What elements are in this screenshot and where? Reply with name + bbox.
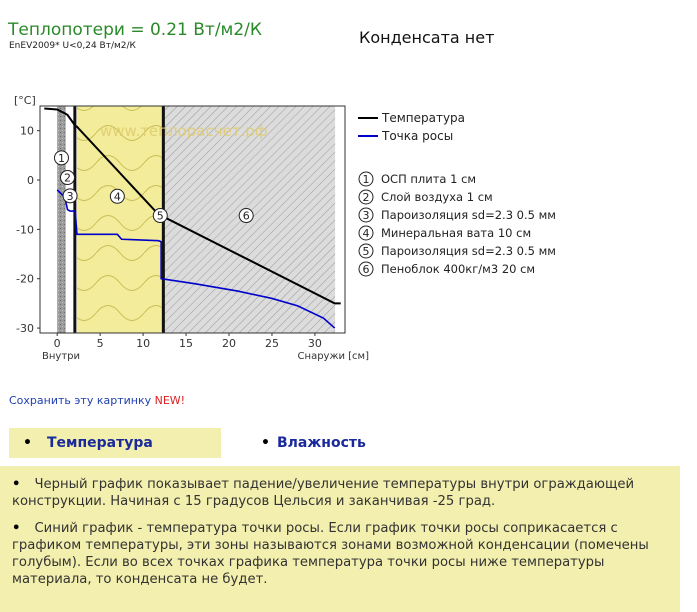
- layer-marker-number: 3: [66, 189, 74, 203]
- layer-marker-number: 4: [113, 190, 121, 204]
- explanation-item: [12, 520, 664, 588]
- legend-layer-number: 2: [362, 191, 370, 204]
- tab-bar: [9, 428, 689, 458]
- x-tick-label: 30: [307, 337, 322, 350]
- explanation-text: Синий график - температура точки росы. Если график точки росы соприкасается с графиком температуры, эти зоны называются зонами возможной конденсации (помечены голубым). Если во всех точках графика температура точки росы ниже температуры материала, то конденсата не будет.: [12, 521, 649, 587]
- legend-label: Температура: [382, 111, 466, 125]
- watermark-text: www.теплорасчет.рф: [100, 122, 268, 140]
- y-tick-label: -10: [16, 223, 34, 237]
- legend-layer-label: Слой воздуха 1 см: [381, 190, 493, 204]
- legend-layer-number: 1: [362, 173, 370, 186]
- layer-marker-number: 5: [156, 209, 164, 223]
- layer-marker-number: 2: [63, 171, 71, 185]
- legend-layer-label: ОСП плита 1 см: [381, 172, 477, 186]
- temperature-chart: [0, 88, 697, 373]
- y-tick-label: 0: [27, 174, 34, 188]
- x-label-outside: Снаружи [см]: [297, 351, 369, 362]
- tab-humidity[interactable]: [261, 428, 366, 458]
- tab-bullet: •: [23, 435, 32, 451]
- explanation-text: Черный график показывает падение/увеличение температуры внутри ограждающей конструкции. Начиная с 15 градусов Цельсия и заканчивая -25 град.: [12, 477, 635, 509]
- legend-layer-number: 4: [362, 227, 370, 240]
- x-tick-label: 5: [96, 337, 104, 350]
- save-image-link[interactable]: [9, 394, 185, 407]
- legend-layer-label: Пеноблок 400кг/м3 20 см: [381, 262, 536, 276]
- layer-marker-number: 1: [57, 151, 65, 165]
- list-bullet: •: [12, 521, 21, 536]
- x-tick-label: 20: [222, 337, 237, 350]
- legend-layer-label: Пароизоляция sd=2.3 0.5 мм: [381, 244, 556, 258]
- heat-loss-value: Теплопотери = 0.21 Вт/м2/К: [8, 20, 262, 40]
- legend-layer-number: 6: [362, 263, 370, 276]
- legend-layer-number: 5: [362, 245, 370, 258]
- y-tick-label: -20: [16, 272, 34, 286]
- layer-band-2: [63, 106, 75, 333]
- norm-requirement: EnEV2009* U<0,24 Вт/м2/К: [9, 41, 136, 51]
- x-tick-label: 15: [179, 337, 194, 350]
- legend-layer-label: Минеральная вата 10 см: [381, 226, 532, 240]
- legend-label: Точка росы: [382, 129, 454, 143]
- layer-marker-number: 6: [242, 209, 250, 223]
- new-badge: NEW!: [154, 394, 186, 407]
- y-tick-label: -30: [16, 322, 34, 336]
- legend-layer-number: 3: [362, 209, 370, 222]
- explanation-panel: [0, 466, 680, 612]
- explanation-item: [12, 476, 664, 510]
- save-link-text: Сохранить эту картинку: [9, 394, 152, 407]
- y-tick-label: 10: [20, 124, 34, 138]
- layer-band-1: [57, 106, 66, 333]
- condensate-status: Конденсата нет: [359, 28, 495, 47]
- y-axis-label: [°C]: [14, 94, 36, 107]
- tab-bullet: •: [261, 435, 270, 451]
- x-tick-label: 25: [264, 337, 279, 350]
- x-tick-label: 0: [53, 337, 61, 350]
- x-tick-label: 10: [136, 337, 151, 350]
- tab-humidity-label: Влажность: [277, 435, 366, 451]
- tab-temperature[interactable]: [9, 428, 221, 458]
- tab-temperature-label: Температура: [47, 435, 153, 451]
- list-bullet: •: [12, 477, 21, 492]
- x-label-inside: Внутри: [42, 351, 80, 362]
- legend-layer-label: Пароизоляция sd=2.3 0.5 мм: [381, 208, 556, 222]
